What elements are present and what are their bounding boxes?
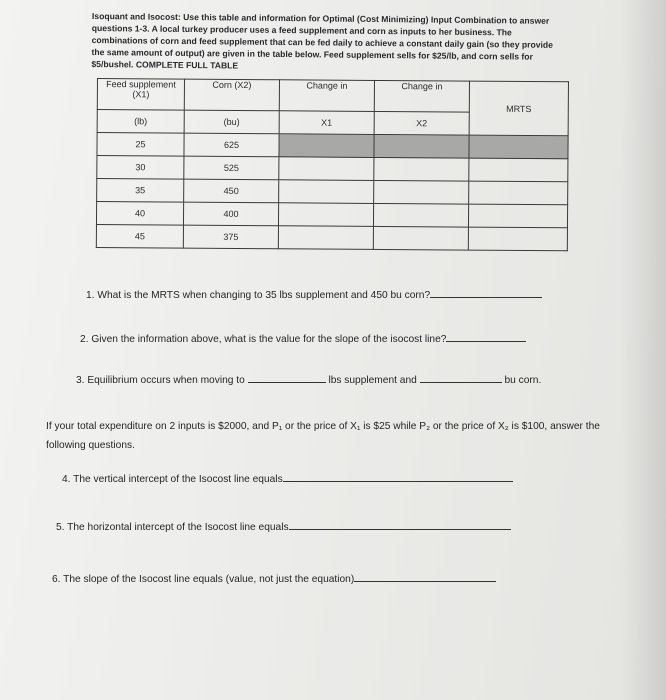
question-1-text: 1. What is the MRTS when changing to 35 lbs supplement and 450 bu corn? [86, 290, 431, 301]
cell-blank-shaded [374, 134, 469, 158]
cell-corn: 375 [183, 225, 278, 249]
cell-corn: 625 [184, 133, 279, 157]
cell-feed: 35 [97, 179, 184, 203]
answer-line-4[interactable] [283, 481, 513, 482]
cell-blank[interactable] [278, 226, 373, 250]
header-corn: Corn (X2) [184, 79, 279, 111]
question-3-mid: lbs supplement and [328, 375, 417, 386]
cell-blank[interactable] [373, 226, 468, 250]
cell-corn: 525 [184, 156, 279, 180]
header-mrts: MRTS [469, 81, 568, 136]
answer-line-6[interactable] [354, 581, 496, 582]
unit-corn: (bu) [184, 110, 279, 134]
question-3 [76, 375, 541, 386]
isoquant-table [96, 78, 569, 251]
question-5-text: 5. The horizontal intercept of the Isocost line equals [56, 522, 289, 533]
cell-blank[interactable] [469, 181, 568, 205]
question-1 [86, 290, 542, 301]
question-2 [80, 334, 526, 345]
table-row [97, 179, 568, 205]
question-6 [52, 574, 496, 585]
cell-blank[interactable] [278, 203, 373, 227]
answer-line-1[interactable] [430, 297, 542, 298]
answer-line-3b[interactable] [420, 382, 502, 383]
answer-line-2[interactable] [446, 341, 526, 342]
cell-corn: 450 [184, 179, 279, 203]
cell-blank-shaded [279, 134, 374, 158]
unit-feed: (lb) [97, 110, 184, 134]
cell-blank[interactable] [373, 203, 468, 227]
question-2-text: 2. Given the information above, what is the value for the slope of the isocost line? [80, 334, 447, 345]
unit-x2: X2 [374, 111, 469, 135]
cell-blank[interactable] [469, 158, 568, 182]
expenditure-paragraph: If your total expenditure on 2 inputs is $2000, and P₁ or the price of X₁ is $25 while P₂ or the price of X₂ is $100, answer the following questions. [46, 421, 600, 451]
question-5 [56, 522, 511, 533]
header-change-x1: Change in [279, 80, 374, 112]
question-4-text: 4. The vertical intercept of the Isocost line equals [62, 474, 283, 485]
table-row [97, 156, 568, 182]
table-row [96, 224, 567, 250]
cell-feed: 45 [96, 224, 183, 248]
question-6-text: 6. The slope of the Isocost line equals (value, not just the equation) [52, 574, 355, 585]
cell-feed: 30 [97, 156, 184, 180]
header-change-x2: Change in [374, 80, 469, 112]
answer-line-3a[interactable] [248, 382, 326, 383]
cell-feed: 40 [96, 202, 183, 226]
cell-blank[interactable] [279, 180, 374, 204]
answer-line-5[interactable] [289, 529, 511, 530]
question-3-end: bu corn. [504, 375, 542, 386]
cell-blank-shaded [469, 135, 568, 159]
intro-text [91, 10, 562, 75]
table-row [96, 202, 567, 228]
cell-blank[interactable] [374, 157, 469, 181]
question-4 [62, 474, 513, 485]
cell-blank[interactable] [374, 180, 469, 204]
question-3-start: 3. Equilibrium occurs when moving to [76, 375, 245, 386]
table-row [97, 133, 568, 159]
cell-feed: 25 [97, 133, 184, 157]
unit-x1: X1 [279, 111, 374, 135]
page-edge-shadow [620, 0, 666, 700]
cell-corn: 400 [183, 202, 278, 226]
intro-emphasis: COMPLETE FULL TABLE [135, 59, 239, 71]
cell-blank[interactable] [468, 227, 567, 251]
intro-body: Isoquant and Isocost: Use this table and information for Optimal (Cost Minimizing) Input Combination to answer questions 1-3. A local turkey producer uses a feed supplement and corn as inputs to her business. The combinations of corn and feed supplement that can be fed daily to achieve a constant daily gain (so they provide the same amount of output) are given in the table below. Feed supplement sells for $25/lb, and corn sells for $5/bushel. [91, 10, 554, 70]
header-feed: Feed supplement (X1) [97, 79, 184, 111]
cell-blank[interactable] [279, 157, 374, 181]
cell-blank[interactable] [468, 204, 567, 228]
